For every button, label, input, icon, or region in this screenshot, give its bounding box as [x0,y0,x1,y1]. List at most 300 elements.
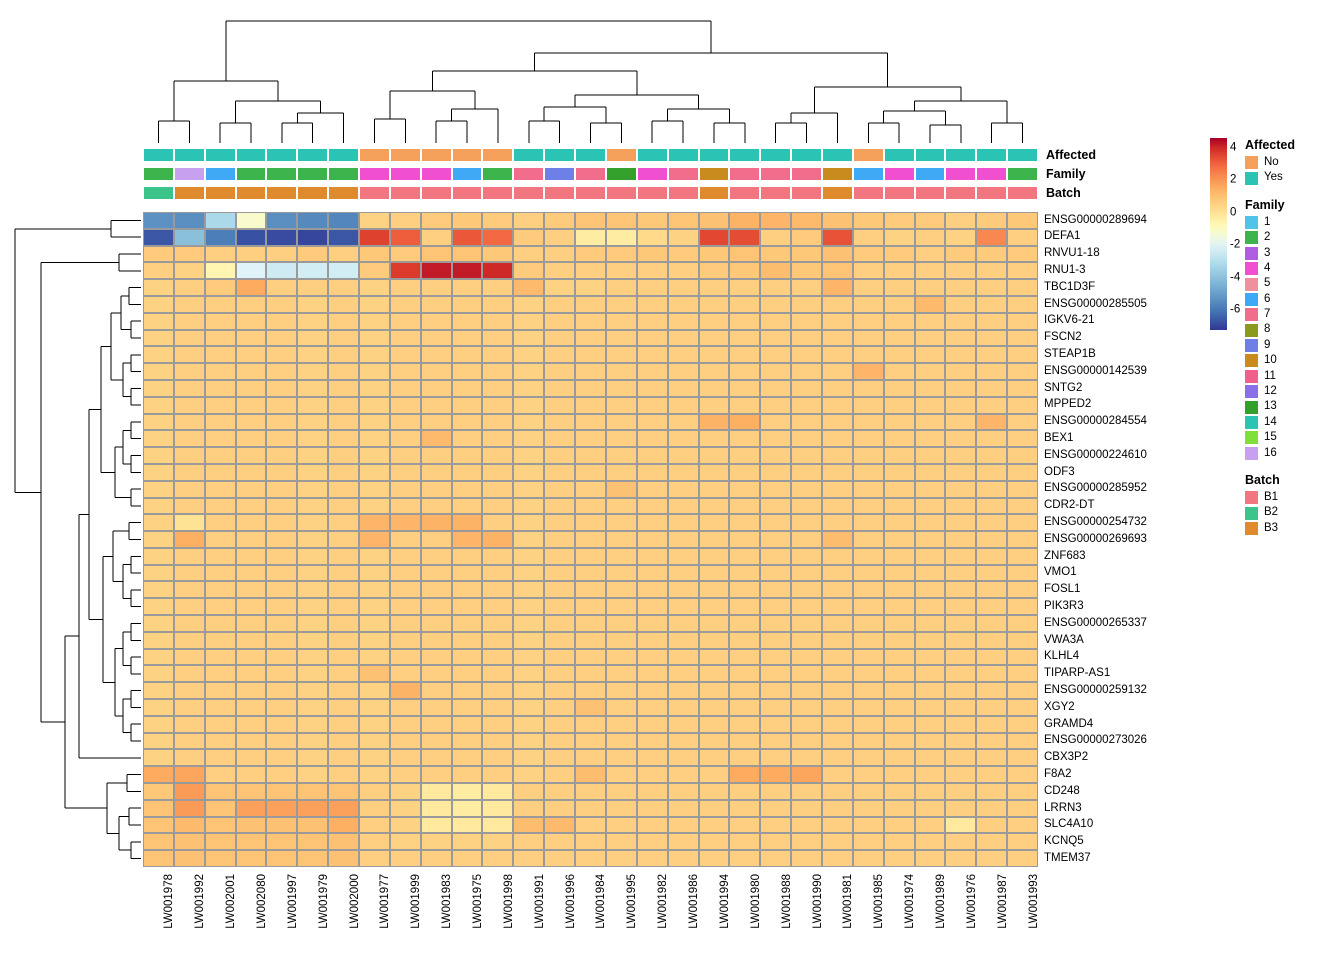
heatmap-cell [421,783,452,800]
heatmap-cell [575,615,606,632]
heatmap-cell [945,766,976,783]
heatmap-cell [668,414,699,431]
heatmap-cell [297,749,328,766]
heatmap-cell [513,833,544,850]
heatmap-cell [668,464,699,481]
heatmap-cell [544,649,575,666]
annotation-cell-batch [544,186,575,200]
heatmap-cell [637,380,668,397]
heatmap-cell [513,380,544,397]
row-label: RNVU1-18 [1044,247,1100,260]
legend-item [1245,490,1344,505]
heatmap-cell [822,833,853,850]
heatmap-cell [513,397,544,414]
heatmap-cell [513,783,544,800]
heatmap-cell [729,397,760,414]
heatmap-cell [421,346,452,363]
row-label: ENSG00000285505 [1044,297,1147,310]
heatmap-cell [513,766,544,783]
heatmap-cell [915,498,946,515]
annotation-cell-family [853,167,884,181]
heatmap-cell [452,615,483,632]
heatmap-cell [668,397,699,414]
heatmap-cell [729,649,760,666]
heatmap-cell [606,800,637,817]
heatmap-cell [482,682,513,699]
heatmap-cell [174,430,205,447]
heatmap-cell [945,716,976,733]
heatmap-cell [421,682,452,699]
heatmap-cell [822,262,853,279]
heatmap-cell [1007,481,1038,498]
heatmap-cell [884,817,915,834]
heatmap-cell [822,313,853,330]
heatmap-cell [791,749,822,766]
heatmap-cell [421,313,452,330]
legend-label: 5 [1264,277,1271,290]
legend-label: 16 [1264,446,1277,459]
heatmap-cell [143,246,174,263]
heatmap-cell [452,481,483,498]
heatmap-cell [297,498,328,515]
heatmap-cell [915,749,946,766]
heatmap-cell [729,514,760,531]
annotation-cell-affected [822,148,853,162]
heatmap-cell [729,733,760,750]
heatmap-cell [791,598,822,615]
heatmap-cell [575,397,606,414]
legend-swatch [1245,401,1258,414]
heatmap-cell [1007,632,1038,649]
heatmap-cell [976,313,1007,330]
heatmap-cell [544,833,575,850]
column-label: LW001985 [873,874,885,929]
heatmap-cell [699,447,730,464]
legend-label: 3 [1264,246,1271,259]
row-label: ENSG00000273026 [1044,734,1147,747]
heatmap-cell [606,246,637,263]
legend-swatch [1245,522,1258,535]
heatmap-cell [359,430,390,447]
heatmap-cell [668,716,699,733]
heatmap-cell [760,615,791,632]
heatmap-cell [236,632,267,649]
row-label: ENSG00000254732 [1044,515,1147,528]
heatmap-cell [699,330,730,347]
column-label: LW001993 [1027,874,1040,929]
heatmap-cell [236,380,267,397]
heatmap-cell [729,766,760,783]
heatmap-cell [513,632,544,649]
heatmap-cell [328,414,359,431]
heatmap-cell [359,229,390,246]
heatmap-cell [143,581,174,598]
legend-item [1245,230,1344,245]
heatmap-cell [853,632,884,649]
heatmap-cell [328,330,359,347]
heatmap-cell [976,783,1007,800]
heatmap-cell [174,665,205,682]
heatmap-cell [513,262,544,279]
heatmap-cell [606,414,637,431]
heatmap-cell [760,548,791,565]
heatmap-cell [421,665,452,682]
heatmap-cell [513,665,544,682]
heatmap-cell [575,296,606,313]
heatmap-cell [452,665,483,682]
heatmap-cell [1007,531,1038,548]
heatmap-cell [266,682,297,699]
heatmap-cell [945,514,976,531]
heatmap-cell [1007,330,1038,347]
annotation-label-affected: Affected [1046,148,1097,162]
heatmap-cell [390,246,421,263]
heatmap-cell [668,262,699,279]
heatmap-cell [390,296,421,313]
heatmap-cell [729,296,760,313]
heatmap-cell [699,565,730,582]
heatmap-cell [606,733,637,750]
heatmap-cell [266,330,297,347]
heatmap-cell [452,447,483,464]
heatmap-cell [174,716,205,733]
annotation-track-affected [143,148,1038,162]
heatmap-cell [544,665,575,682]
legend-item [1245,415,1344,430]
heatmap-cell [884,330,915,347]
heatmap-cell [143,481,174,498]
heatmap-cell [884,531,915,548]
heatmap-cell [544,498,575,515]
heatmap-cell [945,296,976,313]
heatmap-cell [791,531,822,548]
heatmap-cell [328,833,359,850]
heatmap-cell [976,330,1007,347]
heatmap-cell [297,733,328,750]
heatmap-cell [729,229,760,246]
heatmap-cell [575,279,606,296]
heatmap-cell [390,531,421,548]
heatmap-cell [945,598,976,615]
heatmap-cell [976,800,1007,817]
heatmap-cell [915,548,946,565]
heatmap-cell [205,447,236,464]
heatmap-cell [174,498,205,515]
heatmap-cell [390,481,421,498]
annotation-cell-family [452,167,483,181]
annotation-cell-affected [637,148,668,162]
heatmap-cell [606,262,637,279]
heatmap-cell [266,212,297,229]
heatmap-cell [606,531,637,548]
legend-label: 8 [1264,323,1271,336]
heatmap-cell [143,397,174,414]
heatmap-cell [606,581,637,598]
heatmap-cell [328,498,359,515]
column-label: LW002000 [348,874,361,929]
annotation-cell-affected [328,148,359,162]
heatmap-cell [421,850,452,867]
annotation-cell-affected [297,148,328,162]
heatmap-cell [976,581,1007,598]
heatmap-cell [236,682,267,699]
heatmap-cell [637,514,668,531]
heatmap-cell [1007,414,1038,431]
annotation-cell-batch [236,186,267,200]
heatmap-cell [915,246,946,263]
annotation-cell-family [791,167,822,181]
legend-swatch [1245,416,1258,429]
heatmap-cell [143,615,174,632]
heatmap-cell [945,430,976,447]
heatmap-cell [205,212,236,229]
heatmap-cell [945,665,976,682]
heatmap-cell [205,531,236,548]
heatmap-cell [915,699,946,716]
heatmap-cell [668,229,699,246]
heatmap-cell [791,498,822,515]
heatmap-cell [421,363,452,380]
annotation-cell-family [482,167,513,181]
heatmap-cell [1007,716,1038,733]
heatmap-cell [976,380,1007,397]
legend-item [1245,446,1344,461]
heatmap-cell [205,699,236,716]
row-label: TMEM37 [1044,851,1091,864]
heatmap-cell [452,229,483,246]
heatmap-cell [297,414,328,431]
heatmap-cell [205,346,236,363]
heatmap-cell [699,682,730,699]
heatmap-cell [513,414,544,431]
heatmap-cell [945,380,976,397]
heatmap-cell [575,682,606,699]
heatmap-cell [668,615,699,632]
heatmap-cell [729,363,760,380]
heatmap-cell [606,649,637,666]
heatmap-cell [791,565,822,582]
annotation-cell-batch [606,186,637,200]
heatmap-cell [390,783,421,800]
annotation-cell-family [760,167,791,181]
heatmap-cell [822,800,853,817]
annotation-cell-batch [945,186,976,200]
heatmap-cell [668,665,699,682]
heatmap-cell [205,615,236,632]
annotation-cell-batch [853,186,884,200]
heatmap-cell [544,598,575,615]
heatmap-cell [884,548,915,565]
heatmap-cell [822,850,853,867]
heatmap-cell [945,246,976,263]
heatmap-cell [822,665,853,682]
legend-item [1245,276,1344,291]
heatmap-cell [822,766,853,783]
heatmap-cell [606,766,637,783]
heatmap-cell [513,548,544,565]
heatmap-cell [482,649,513,666]
heatmap-cell [853,464,884,481]
heatmap-cell [544,246,575,263]
heatmap-cell [915,615,946,632]
heatmap-cell [205,380,236,397]
heatmap-cell [853,766,884,783]
heatmap-cell [297,531,328,548]
heatmap-cell [421,565,452,582]
annotation-cell-family [174,167,205,181]
heatmap-cell [760,514,791,531]
heatmap-cell [637,783,668,800]
annotation-cell-family [236,167,267,181]
heatmap-cell [266,615,297,632]
heatmap-cell [266,498,297,515]
heatmap-cell [1007,397,1038,414]
heatmap-cell [544,346,575,363]
heatmap-cell [976,665,1007,682]
heatmap-cell [328,733,359,750]
heatmap-cell [575,766,606,783]
heatmap-cell [328,682,359,699]
heatmap-cell [822,598,853,615]
colorbar-tick-label: -6 [1230,303,1241,316]
legend-label: B2 [1264,506,1279,519]
heatmap-cell [637,548,668,565]
heatmap-cell [390,397,421,414]
heatmap-cell [729,800,760,817]
heatmap-cell [236,296,267,313]
heatmap-cell [822,581,853,598]
heatmap-cell [421,833,452,850]
heatmap-cell [575,414,606,431]
heatmap-cell [513,800,544,817]
heatmap-cell [1007,800,1038,817]
heatmap-cell [421,229,452,246]
annotation-label-batch: Batch [1046,186,1081,200]
heatmap-cell [575,699,606,716]
heatmap-cell [174,330,205,347]
heatmap-cell [575,514,606,531]
heatmap-cell [822,330,853,347]
heatmap-cell [174,783,205,800]
heatmap-cell [482,414,513,431]
annotation-cell-affected [482,148,513,162]
heatmap-cell [390,615,421,632]
heatmap-cell [884,212,915,229]
heatmap-cell [976,598,1007,615]
heatmap-cell [266,346,297,363]
legend-swatch [1245,447,1258,460]
heatmap-cell [606,565,637,582]
legend-item [1245,384,1344,399]
heatmap-cell [976,414,1007,431]
heatmap-cell [699,699,730,716]
annotation-cell-family [421,167,452,181]
heatmap-cell [390,498,421,515]
heatmap-cell [390,766,421,783]
heatmap-cell [482,850,513,867]
annotation-cell-affected [205,148,236,162]
legend-item [1245,338,1344,353]
row-label: ENSG00000259132 [1044,683,1147,696]
heatmap-cell [1007,447,1038,464]
heatmap-cell [544,514,575,531]
legend-item [1245,505,1344,520]
heatmap-cell [606,615,637,632]
heatmap-cell [205,800,236,817]
annotation-cell-batch [174,186,205,200]
heatmap-cell [266,749,297,766]
heatmap-cell [452,632,483,649]
heatmap-cell [760,363,791,380]
heatmap-cell [668,699,699,716]
row-label: RNU1-3 [1044,264,1086,277]
heatmap-cell [760,481,791,498]
annotation-cell-affected [915,148,946,162]
heatmap-cell [884,363,915,380]
heatmap-cell [452,749,483,766]
heatmap-cell [205,313,236,330]
heatmap-cell [729,464,760,481]
legend-item [1245,261,1344,276]
heatmap-cell [421,598,452,615]
legend-swatch [1245,324,1258,337]
row-label: ENSG00000224610 [1044,448,1147,461]
heatmap-cell [668,581,699,598]
heatmap-cell [143,279,174,296]
heatmap-cell [668,296,699,313]
heatmap-cell [822,565,853,582]
heatmap-cell [482,665,513,682]
heatmap-cell [482,229,513,246]
heatmap-cell [729,665,760,682]
heatmap-cell [174,581,205,598]
heatmap-cell [668,279,699,296]
heatmap-cell [513,850,544,867]
heatmap-cell [1007,615,1038,632]
annotation-cell-batch [760,186,791,200]
heatmap-cell [822,733,853,750]
heatmap-cell [760,464,791,481]
heatmap-cell [760,397,791,414]
heatmap-cell [328,464,359,481]
heatmap-cell [915,447,946,464]
heatmap-cell [236,649,267,666]
heatmap-cell [1007,699,1038,716]
heatmap-cell [452,682,483,699]
colorbar-gradient [1210,138,1227,330]
column-label: LW001999 [410,874,423,929]
heatmap-cell [1007,649,1038,666]
annotation-cell-family [1007,167,1038,181]
heatmap-cell [266,481,297,498]
heatmap-cell [544,733,575,750]
heatmap-cell [236,464,267,481]
heatmap-cell [884,498,915,515]
colorbar-tick-label: 2 [1230,173,1237,186]
heatmap-cell [297,682,328,699]
heatmap-cell [359,817,390,834]
heatmap-cell [143,749,174,766]
heatmap-cell [606,833,637,850]
heatmap-cell [945,498,976,515]
heatmap-cell [637,464,668,481]
column-label: LW001995 [626,874,639,929]
heatmap-cell [668,749,699,766]
heatmap-cell [915,279,946,296]
heatmap-cell [390,430,421,447]
heatmap-cell [452,716,483,733]
heatmap-cell [143,565,174,582]
